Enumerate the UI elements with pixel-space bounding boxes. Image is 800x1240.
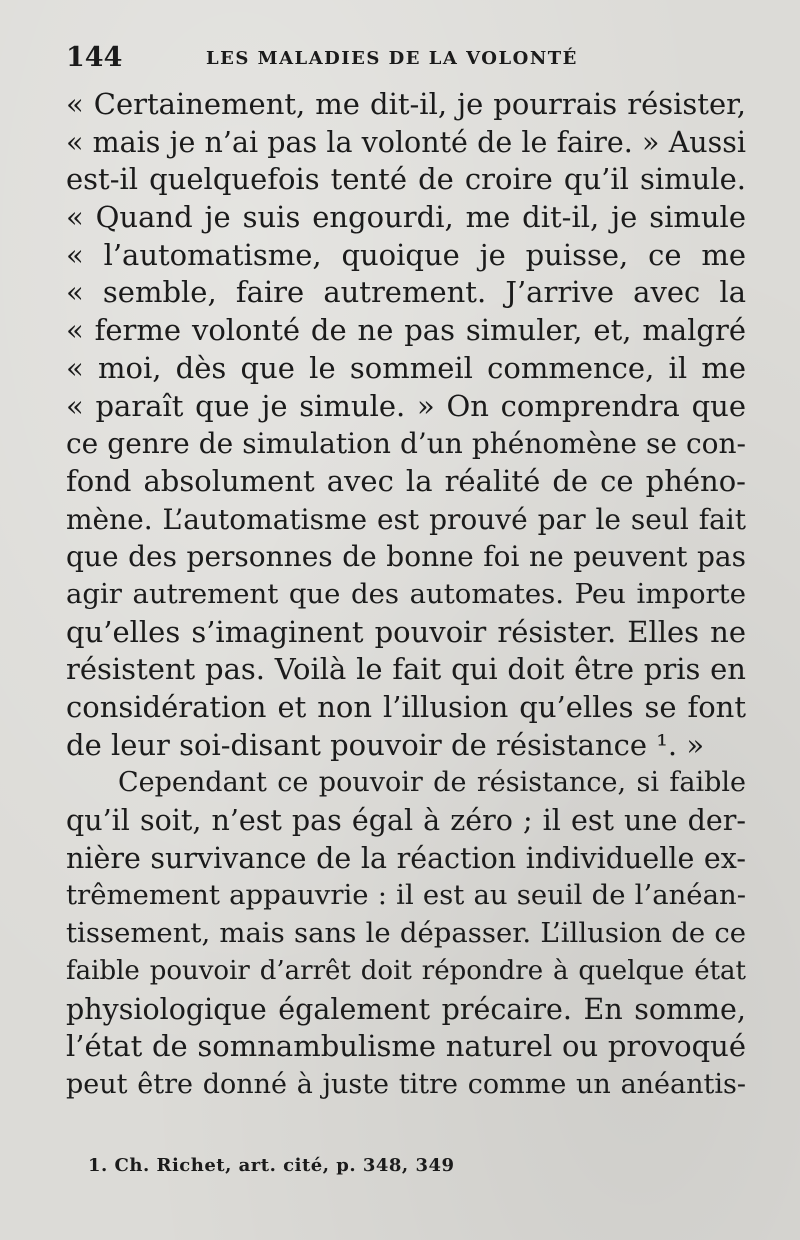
text-line: fond absolument avec la réalité de ce phéno- bbox=[66, 463, 746, 498]
text-line: Cependant ce pouvoir de résistance, si faible bbox=[118, 767, 746, 799]
text-line: nière survivance de la réaction individuelle ex- bbox=[66, 841, 746, 875]
text-line: peut être donné à juste titre comme un anéantis- bbox=[66, 1068, 746, 1100]
text-line: « semble, faire autrement. J’arrive avec la bbox=[66, 275, 746, 310]
text-line: tissement, mais sans le dépasser. L’illusion de ce bbox=[66, 917, 746, 950]
text-line: « moi, dès que le sommeil commence, il me bbox=[66, 350, 746, 385]
footnote: 1. Ch. Richet, art. cité, p. 348, 349 bbox=[88, 1155, 455, 1176]
text-line: « Certainement, me dit-il, je pourrais résister, bbox=[66, 87, 746, 121]
page-header bbox=[66, 42, 742, 78]
text-line: qu’il soit, n’est pas égal à zéro ; il est une der- bbox=[66, 804, 746, 838]
running-title: LES MALADIES DE LA VOLONTÉ bbox=[206, 48, 578, 69]
text-line: « mais je n’ai pas la volonté de le faire. » Aussi bbox=[66, 125, 746, 159]
text-line: « paraît que je simule. » On comprendra que bbox=[66, 388, 746, 423]
text-line: que des personnes de bonne foi ne peuvent pas bbox=[66, 540, 746, 574]
page-number: 144 bbox=[66, 42, 123, 73]
text-line: « l’automatisme, quoique je puisse, ce me bbox=[66, 237, 746, 272]
text-line: faible pouvoir d’arrêt doit répondre à quelque état bbox=[66, 955, 746, 986]
text-line: physiologique également précaire. En somme, bbox=[66, 992, 746, 1026]
text-line: trêmement appauvrie : il est au seuil de l’anéan- bbox=[66, 879, 746, 912]
text-line: « Quand je suis engourdi, me dit-il, je simule bbox=[66, 200, 746, 235]
text-line: qu’elles s’imaginent pouvoir résister. Elles ne bbox=[66, 614, 746, 649]
text-line: agir autrement que des automates. Peu importe bbox=[66, 577, 746, 610]
text-line: mène. L’automatisme est prouvé par le seul fait bbox=[66, 502, 746, 536]
body-text bbox=[66, 86, 746, 1104]
text-line: est-il quelquefois tenté de croire qu’il simule. bbox=[66, 162, 746, 197]
text-line: « ferme volonté de ne pas simuler, et, malgré bbox=[66, 313, 746, 348]
text-line: de leur soi-disant pouvoir de résistance ¹. » bbox=[66, 727, 705, 762]
text-line: résistent pas. Voilà le fait qui doit être pris en bbox=[66, 652, 746, 687]
text-line: considération et non l’illusion qu’elles se font bbox=[66, 690, 746, 724]
text-line: ce genre de simulation d’un phénomène se con- bbox=[66, 427, 746, 461]
text-line: l’état de somnambulisme naturel ou provoqué bbox=[66, 1029, 746, 1064]
